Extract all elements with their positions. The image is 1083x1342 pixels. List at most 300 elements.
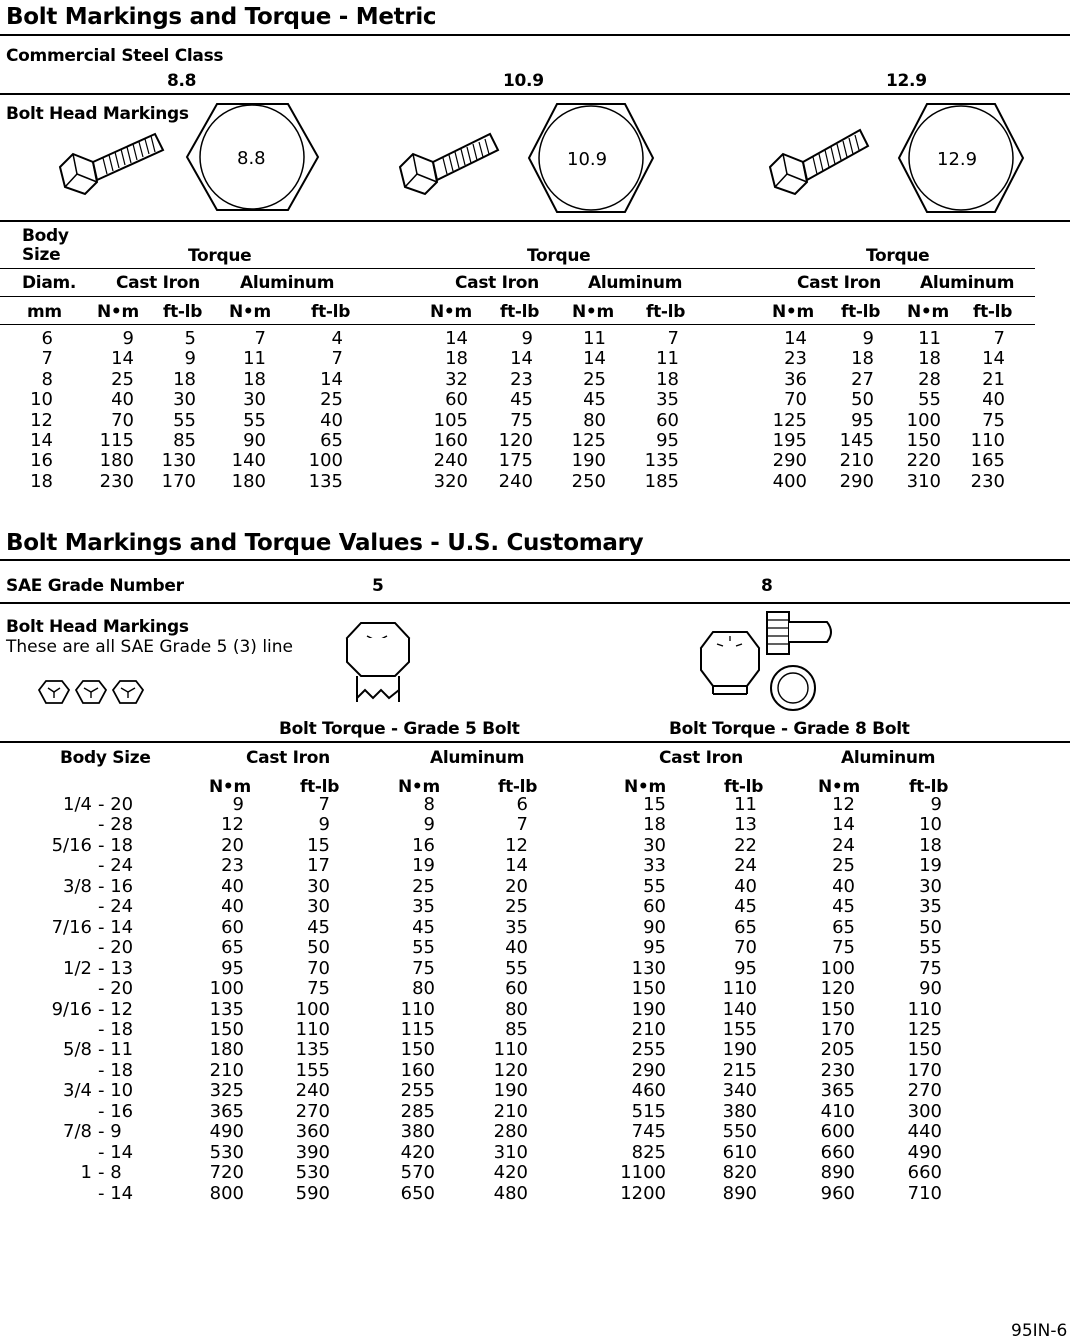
nm-label: N•m: [572, 302, 614, 322]
torque-cell: 18: [445, 348, 468, 370]
body-size-label: Body Size: [60, 748, 151, 768]
torque-cell: 50: [851, 389, 874, 411]
torque-cell: 100: [820, 957, 855, 979]
torque-cell: 55: [173, 409, 196, 431]
torque-cell: 36: [784, 368, 807, 390]
torque-cell: 270: [907, 1080, 942, 1102]
ftlb-label: ft-lb: [311, 302, 351, 322]
ftlb-label: ft-lb: [163, 302, 203, 322]
torque-cell: 90: [243, 430, 266, 451]
torque-cell: 35: [412, 896, 435, 918]
torque-cell: 390: [295, 1141, 330, 1163]
torque-cell: 15: [307, 834, 330, 856]
torque-cell: 400: [772, 470, 807, 492]
us-table-row: [0, 1143, 1083, 1163]
torque-cell: 220: [906, 450, 941, 472]
us-table-row: [0, 897, 1083, 917]
us-table-row: [0, 1102, 1083, 1122]
aluminum-label: Aluminum: [588, 273, 683, 293]
torque-cell: 23: [221, 855, 244, 877]
torque-cell: 130: [161, 450, 196, 472]
torque-label: Torque: [866, 246, 930, 266]
torque-cell: 9: [930, 794, 942, 815]
torque-cell: 4: [331, 328, 343, 349]
torque-cell: 155: [295, 1059, 330, 1081]
torque-cell: 18: [919, 834, 942, 856]
thread-pitch-cell: - 18: [98, 834, 134, 856]
torque-cell: 365: [820, 1080, 855, 1102]
torque-cell: 170: [161, 470, 196, 492]
nm-label: N•m: [229, 302, 271, 322]
torque-cell: 145: [839, 430, 874, 451]
torque-cell: 14: [510, 348, 533, 370]
torque-cell: 1200: [620, 1182, 666, 1204]
torque-cell: 28: [918, 368, 941, 390]
torque-cell: 65: [734, 916, 757, 938]
divider: [0, 741, 1070, 743]
bolt-side-icon: [395, 112, 515, 202]
body-label: Body: [22, 226, 69, 246]
thread-pitch-cell: - 12: [98, 998, 134, 1020]
torque-cell: 55: [412, 937, 435, 959]
torque-cell: 270: [295, 1100, 330, 1122]
grade-8: 8: [761, 576, 773, 596]
torque-cell: 190: [722, 1039, 757, 1061]
torque-cell: 12: [505, 834, 528, 856]
torque-cell: 11: [583, 328, 606, 349]
us-head-markings-label: Bolt Head Markings: [6, 617, 189, 637]
ftlb-label: ft-lb: [300, 777, 340, 797]
metric-head-markings-label: Bolt Head Markings: [6, 104, 189, 124]
torque-cell: 125: [907, 1018, 942, 1040]
thread-pitch-cell: - 16: [98, 875, 134, 897]
torque-cell: 80: [583, 409, 606, 431]
torque-cell: 9: [521, 328, 533, 349]
svg-text:8.8: 8.8: [237, 148, 266, 169]
torque-cell: 17: [307, 855, 330, 877]
diameter-cell: 10: [30, 389, 53, 411]
torque-cell: 24: [832, 834, 855, 856]
torque-cell: 255: [400, 1080, 435, 1102]
torque-cell: 12: [832, 794, 855, 815]
torque-cell: 710: [907, 1182, 942, 1204]
grade-5: 5: [372, 576, 384, 596]
us-table-row: [0, 815, 1083, 835]
torque-cell: 22: [734, 834, 757, 856]
thread-pitch-cell: - 18: [98, 1018, 134, 1040]
torque-cell: 14: [111, 348, 134, 370]
nm-label: N•m: [430, 302, 472, 322]
torque-cell: 95: [643, 937, 666, 959]
bolt-side-icon: [55, 112, 175, 202]
torque-cell: 27: [851, 368, 874, 390]
metric-table-row: [0, 472, 1083, 492]
nm-label: N•m: [818, 777, 860, 797]
torque-cell: 290: [772, 450, 807, 472]
thread-pitch-cell: - 24: [98, 896, 134, 918]
torque-cell: 380: [722, 1100, 757, 1122]
torque-cell: 33: [643, 855, 666, 877]
torque-cell: 890: [820, 1162, 855, 1184]
aluminum-label: Aluminum: [920, 273, 1015, 293]
torque-cell: 365: [209, 1100, 244, 1122]
torque-cell: 410: [820, 1100, 855, 1122]
thread-pitch-cell: - 20: [98, 978, 134, 1000]
torque-cell: 960: [820, 1182, 855, 1204]
us-table-row: [0, 959, 1083, 979]
torque-cell: 120: [493, 1059, 528, 1081]
torque-cell: 150: [820, 998, 855, 1020]
us-table-row: [0, 1163, 1083, 1183]
torque-cell: 9: [423, 814, 435, 836]
torque-cell: 12: [221, 814, 244, 836]
class-8-8: 8.8: [167, 71, 197, 91]
us-table-row: [0, 1061, 1083, 1081]
us-table-row: [0, 877, 1083, 897]
aluminum-label: Aluminum: [430, 748, 525, 768]
torque-cell: 135: [308, 470, 343, 492]
torque-cell: 100: [295, 998, 330, 1020]
class-label: Commercial Steel Class: [6, 46, 224, 66]
thread-pitch-cell: - 18: [98, 1059, 134, 1081]
svg-text:12.9: 12.9: [937, 149, 978, 170]
torque-cell: 45: [832, 896, 855, 918]
torque-cell: 40: [221, 896, 244, 918]
metric-table-row: [0, 349, 1083, 369]
torque-label: Torque: [527, 246, 591, 266]
torque-cell: 7: [331, 348, 343, 370]
torque-cell: 660: [907, 1162, 942, 1184]
aluminum-label: Aluminum: [841, 748, 936, 768]
torque-cell: 15: [643, 794, 666, 815]
torque-cell: 18: [851, 348, 874, 370]
nm-label: N•m: [772, 302, 814, 322]
torque-cell: 150: [631, 978, 666, 1000]
divider: [0, 296, 1035, 297]
torque-cell: 9: [122, 328, 134, 349]
torque-cell: 570: [400, 1162, 435, 1184]
size-fraction-cell: 1: [80, 1162, 92, 1184]
torque-cell: 25: [505, 896, 528, 918]
torque-cell: 90: [643, 916, 666, 938]
thread-pitch-cell: - 14: [98, 1182, 134, 1204]
torque-cell: 18: [173, 368, 196, 390]
divider: [0, 602, 1070, 604]
torque-cell: 95: [221, 957, 244, 979]
torque-cell: 14: [982, 348, 1005, 370]
divider: [0, 93, 1070, 95]
torque-cell: 90: [919, 978, 942, 1000]
torque-cell: 13: [734, 814, 757, 836]
torque-cell: 530: [209, 1141, 244, 1163]
torque-cell: 18: [643, 814, 666, 836]
torque-cell: 50: [919, 916, 942, 938]
us-table-row: [0, 979, 1083, 999]
ftlb-label: ft-lb: [724, 777, 764, 797]
thread-pitch-cell: - 14: [98, 916, 134, 938]
torque-cell: 35: [505, 916, 528, 938]
torque-cell: 125: [772, 409, 807, 431]
torque-cell: 55: [643, 875, 666, 897]
diam-label: Diam.: [22, 273, 77, 293]
size-fraction-cell: 1/2: [63, 957, 92, 979]
size-label: Size: [22, 245, 61, 265]
torque-cell: 600: [820, 1121, 855, 1143]
torque-cell: 480: [493, 1182, 528, 1204]
torque-cell: 210: [631, 1018, 666, 1040]
mm-label: mm: [27, 302, 62, 322]
thread-pitch-cell: - 11: [98, 1039, 134, 1061]
metric-table-row: [0, 411, 1083, 431]
size-fraction-cell: 3/4: [63, 1080, 92, 1102]
torque-cell: 180: [209, 1039, 244, 1061]
torque-cell: 195: [772, 430, 807, 451]
torque-cell: 380: [400, 1121, 435, 1143]
cast-iron-label: Cast Iron: [246, 748, 330, 768]
torque-cell: 325: [209, 1080, 244, 1102]
torque-cell: 95: [656, 430, 679, 451]
torque-cell: 105: [433, 409, 468, 431]
torque-cell: 25: [832, 855, 855, 877]
torque-cell: 130: [631, 957, 666, 979]
torque-cell: 20: [505, 875, 528, 897]
torque-cell: 40: [982, 389, 1005, 411]
torque-cell: 120: [498, 430, 533, 451]
torque-cell: 515: [631, 1100, 666, 1122]
thread-pitch-cell: - 10: [98, 1080, 134, 1102]
torque-cell: 440: [907, 1121, 942, 1143]
torque-cell: 70: [307, 957, 330, 979]
torque-cell: 25: [320, 389, 343, 411]
torque-cell: 230: [970, 470, 1005, 492]
us-table-row: [0, 836, 1083, 856]
svg-text:10.9: 10.9: [567, 149, 608, 170]
torque-cell: 20: [221, 834, 244, 856]
hex-head-8-8-icon: [185, 102, 320, 212]
torque-cell: 240: [498, 470, 533, 492]
torque-cell: 110: [493, 1039, 528, 1061]
nm-label: N•m: [209, 777, 251, 797]
torque-cell: 80: [412, 978, 435, 1000]
grade5-heads-icon: [36, 678, 146, 708]
torque-cell: 155: [722, 1018, 757, 1040]
torque-cell: 190: [631, 998, 666, 1020]
torque-cell: 165: [970, 450, 1005, 472]
us-table-row: [0, 1122, 1083, 1142]
divider: [0, 324, 1035, 325]
torque-cell: 60: [221, 916, 244, 938]
torque-cell: 14: [505, 855, 528, 877]
diameter-cell: 7: [41, 348, 53, 370]
us-table-row: [0, 1184, 1083, 1204]
torque-cell: 310: [906, 470, 941, 492]
torque-cell: 110: [295, 1018, 330, 1040]
torque-cell: 55: [243, 409, 266, 431]
thread-pitch-cell: - 9: [98, 1121, 122, 1143]
torque-cell: 150: [400, 1039, 435, 1061]
cast-iron-label: Cast Iron: [455, 273, 539, 293]
torque-cell: 110: [970, 430, 1005, 451]
grade5-note: These are all SAE Grade 5 (3) line: [6, 637, 293, 657]
torque-cell: 9: [862, 328, 874, 349]
class-12-9: 12.9: [886, 71, 927, 91]
torque-cell: 140: [722, 998, 757, 1020]
class-10-9: 10.9: [503, 71, 544, 91]
us-table-row: [0, 1040, 1083, 1060]
thread-pitch-cell: - 13: [98, 957, 134, 979]
torque-label: Torque: [188, 246, 252, 266]
torque-cell: 320: [433, 470, 468, 492]
torque-cell: 255: [631, 1039, 666, 1061]
torque-cell: 100: [209, 978, 244, 1000]
torque-cell: 85: [505, 1018, 528, 1040]
torque-cell: 18: [243, 368, 266, 390]
torque-cell: 180: [99, 450, 134, 472]
torque-cell: 240: [295, 1080, 330, 1102]
torque-cell: 30: [243, 389, 266, 411]
thread-pitch-cell: - 20: [98, 937, 134, 959]
torque-cell: 75: [412, 957, 435, 979]
torque-cell: 65: [320, 430, 343, 451]
divider: [0, 559, 1070, 561]
torque-cell: 16: [412, 834, 435, 856]
torque-cell: 550: [722, 1121, 757, 1143]
torque-cell: 11: [918, 328, 941, 349]
torque-cell: 490: [209, 1121, 244, 1143]
torque-cell: 140: [231, 450, 266, 472]
torque-cell: 14: [784, 328, 807, 349]
torque-cell: 45: [412, 916, 435, 938]
torque-cell: 40: [111, 389, 134, 411]
torque-cell: 360: [295, 1121, 330, 1143]
torque-cell: 135: [209, 998, 244, 1020]
torque-cell: 19: [919, 855, 942, 877]
torque-cell: 175: [498, 450, 533, 472]
diameter-cell: 6: [41, 328, 53, 349]
torque-cell: 45: [307, 916, 330, 938]
torque-cell: 180: [231, 470, 266, 492]
torque-cell: 45: [734, 896, 757, 918]
grade8-bolt-icon: [695, 608, 845, 713]
torque-cell: 45: [510, 389, 533, 411]
torque-cell: 745: [631, 1121, 666, 1143]
torque-cell: 7: [254, 328, 266, 349]
torque-cell: 24: [734, 855, 757, 877]
torque-cell: 120: [820, 978, 855, 1000]
torque-cell: 825: [631, 1141, 666, 1163]
thread-pitch-cell: - 8: [98, 1162, 122, 1184]
torque-cell: 190: [571, 450, 606, 472]
torque-cell: 160: [433, 430, 468, 451]
torque-cell: 65: [832, 916, 855, 938]
torque-cell: 40: [832, 875, 855, 897]
torque-cell: 19: [412, 855, 435, 877]
torque-cell: 150: [907, 1039, 942, 1061]
us-table-row: [0, 1081, 1083, 1101]
aluminum-label: Aluminum: [240, 273, 335, 293]
torque-cell: 75: [832, 937, 855, 959]
diameter-cell: 12: [30, 409, 53, 431]
ftlb-label: ft-lb: [646, 302, 686, 322]
torque-cell: 25: [583, 368, 606, 390]
torque-cell: 8: [423, 794, 435, 815]
torque-cell: 65: [221, 937, 244, 959]
torque-cell: 9: [318, 814, 330, 836]
torque-cell: 70: [111, 409, 134, 431]
torque-cell: 230: [99, 470, 134, 492]
torque-cell: 60: [445, 389, 468, 411]
torque-cell: 9: [184, 348, 196, 370]
torque-cell: 660: [820, 1141, 855, 1163]
torque-cell: 60: [505, 978, 528, 1000]
torque-cell: 55: [919, 937, 942, 959]
torque-cell: 23: [510, 368, 533, 390]
diameter-cell: 18: [30, 470, 53, 492]
divider: [0, 220, 1070, 222]
torque-cell: 135: [295, 1039, 330, 1061]
torque-cell: 25: [111, 368, 134, 390]
ftlb-label: ft-lb: [909, 777, 949, 797]
ftlb-label: ft-lb: [498, 777, 538, 797]
torque-cell: 10: [919, 814, 942, 836]
torque-cell: 210: [493, 1100, 528, 1122]
cast-iron-label: Cast Iron: [659, 748, 743, 768]
size-fraction-cell: 7/8: [63, 1121, 92, 1143]
divider: [0, 268, 1035, 269]
torque-cell: 210: [839, 450, 874, 472]
torque-cell: 5: [184, 328, 196, 349]
page-code: 95IN-6: [1011, 1321, 1068, 1341]
thread-pitch-cell: - 20: [98, 794, 134, 815]
torque-cell: 110: [400, 998, 435, 1020]
hex-head-10-9-icon: [527, 102, 655, 214]
torque-cell: 95: [734, 957, 757, 979]
us-table-row: [0, 856, 1083, 876]
us-table-row: [0, 918, 1083, 938]
size-fraction-cell: 5/16: [51, 834, 92, 856]
metric-table-row: [0, 370, 1083, 390]
torque-cell: 35: [656, 389, 679, 411]
torque-cell: 300: [907, 1100, 942, 1122]
metric-title: Bolt Markings and Torque - Metric: [6, 4, 437, 30]
torque-cell: 85: [173, 430, 196, 451]
torque-cell: 610: [722, 1141, 757, 1163]
size-fraction-cell: 3/8: [63, 875, 92, 897]
torque-cell: 170: [820, 1018, 855, 1040]
metric-table-row: [0, 431, 1083, 451]
torque-cell: 135: [644, 450, 679, 472]
ftlb-label: ft-lb: [973, 302, 1013, 322]
torque-cell: 280: [493, 1121, 528, 1143]
torque-cell: 55: [505, 957, 528, 979]
torque-cell: 100: [308, 450, 343, 472]
torque-cell: 160: [400, 1059, 435, 1081]
torque-cell: 820: [722, 1162, 757, 1184]
torque-cell: 215: [722, 1059, 757, 1081]
us-table-row: [0, 1000, 1083, 1020]
torque-cell: 60: [643, 896, 666, 918]
nm-label: N•m: [97, 302, 139, 322]
torque-cell: 50: [307, 937, 330, 959]
size-fraction-cell: 5/8: [63, 1039, 92, 1061]
torque-cell: 70: [784, 389, 807, 411]
nm-label: N•m: [907, 302, 949, 322]
divider: [0, 34, 1070, 36]
torque-cell: 11: [656, 348, 679, 370]
thread-pitch-cell: - 24: [98, 855, 134, 877]
torque-cell: 40: [505, 937, 528, 959]
torque-cell: 14: [445, 328, 468, 349]
